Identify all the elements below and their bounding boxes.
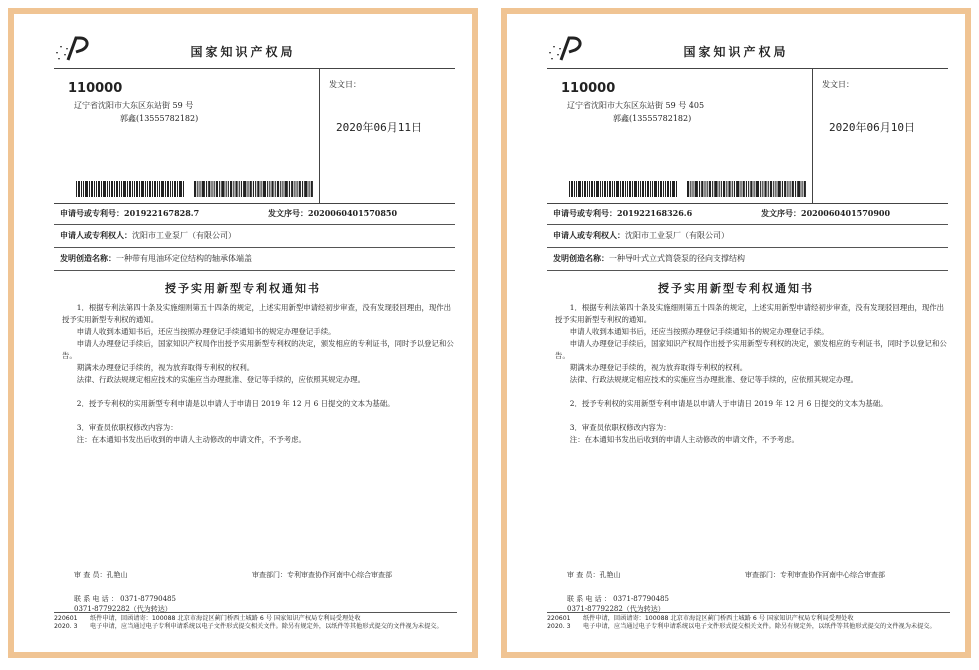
notice-body [62,302,454,446]
applicant-label: 申请人或专利权人： [60,231,132,240]
application-number-row [547,202,948,225]
postcode: 110000 [68,81,123,96]
patent-notice-right [501,8,971,658]
paragraph-3b: 注：在本通知书发出后收到的申请人主动修改的申请文件，不予考虑。 [569,435,799,444]
paragraph-2: 2．授予专利权的实用新型专利申请是以申请人于申请日 2019 年 12 月 6 日提交的文本为基础。 [569,399,888,408]
applicant-label: 申请人或专利权人： [553,231,625,240]
note-electronic: 电子申请，应当通过电子专利申请系统以电子文件形式提交相关文件。除另有规定外，以纸件等其他形式提交的文件视为未提交。 [583,623,936,630]
paragraph-1b: 申请人收到本通知书后，还应当按照办理登记手续通知书的规定办理登记手续。 [76,327,336,336]
paragraph-1b: 申请人收到本通知书后，还应当按照办理登记手续通知书的规定办理登记手续。 [569,327,829,336]
paragraph-1: 1．根据专利法第四十条及实施细则第五十四条的规定，上述实用新型申请经初步审查，没有发现驳回理由，现作出授予实用新型专利权的通知。 [555,303,945,324]
paragraph-1c: 申请人办理登记手续后，国家知识产权局作出授予实用新型专利权的决定，颁发相应的专利证书，同时予以登记和公告。 [555,339,947,360]
serial-number: 2020060401570900 [801,208,891,218]
senddate: 2020年06月10日 [829,121,915,134]
paragraph-3: 3．审查员依职权修改内容为： [76,423,178,432]
footnote [547,612,950,631]
app-label: 申请号或专利号： [553,209,617,218]
serial-label: 发文序号： [268,209,308,218]
app-label: 申请号或专利号： [60,209,124,218]
note-paper: 纸件申请，回函请寄：100088 北京市海淀区蓟门桥西土城路 6 号 国家知识产权局专利局受理处收 [583,615,854,622]
applicant: 沈阳市工业泵厂（有限公司） [132,231,236,240]
paragraph-1e: 法律、行政法规规定相应技术的实施应当办理批准、登记等手续的，应依照其规定办理。 [569,375,859,384]
barcode-icon [76,181,186,197]
applicant-row [547,225,948,248]
applicant-row [54,225,455,248]
form-code: 220601 [54,615,78,622]
invention-label: 发明创造名称： [60,254,116,263]
app-number: 201922168326.6 [617,208,693,218]
department: 审查部门：专利审查协作河南中心综合审查部 [745,571,885,579]
invention-name: 一种带有甩油环定位结构的轴承体端盖 [116,254,252,263]
serial-number: 2020060401570850 [308,208,398,218]
senddate-label: 发文日： [822,80,854,89]
paragraph-1e: 法律、行政法规规定相应技术的实施应当办理批准、登记等手续的，应依照其规定办理。 [76,375,366,384]
note-paper: 纸件申请，回函请寄：100088 北京市海淀区蓟门桥西土城路 6 号 国家知识产权局专利局受理处收 [90,615,361,622]
note-electronic: 电子申请，应当通过电子专利申请系统以电子文件形式提交相关文件。除另有规定外，以纸件等其他形式提交的文件视为未提交。 [90,623,443,630]
paragraph-3b: 注：在本通知书发出后收到的申请人主动修改的申请文件，不予考虑。 [76,435,306,444]
app-number: 201922167828.7 [124,208,200,218]
senddate: 2020年06月11日 [336,121,422,134]
invention-row [547,248,948,271]
header-divider [812,69,813,203]
recipient: 郭鑫(13555782182) [120,114,199,123]
invention-row [54,248,455,271]
paragraph-2: 2．授予专利权的实用新型专利申请是以申请人于申请日 2019 年 12 月 6 日提交的文本为基础。 [76,399,395,408]
phone-secondary: 0371-87792282（代为转达） [567,605,665,613]
barcode-icon [569,181,679,197]
paragraph-3: 3．审查员依职权修改内容为： [569,423,671,432]
notice-body [555,302,947,446]
paragraph-1d: 期满未办理登记手续的，视为放弃取得专利权的权利。 [569,363,748,372]
notice-title: 授予实用新型专利权通知书 [165,282,321,295]
office-name: 国家知识产权局 [190,45,296,59]
notice-title: 授予实用新型专利权通知书 [658,282,814,295]
applicant: 沈阳市工业泵厂（有限公司） [625,231,729,240]
senddate-label: 发文日： [329,80,361,89]
barcode-icon [687,181,807,197]
paragraph-1c: 申请人办理登记手续后，国家知识产权局作出授予实用新型专利权的决定，颁发相应的专利证书，同时予以登记和公告。 [62,339,454,360]
address: 辽宁省沈阳市大东区东站街 59 号 405 [567,101,705,110]
examiner: 审 查 员：孔艳山 [74,571,128,579]
invention-label: 发明创造名称： [553,254,609,263]
application-number-row [54,202,455,225]
phone: 联 系 电 话 ： 0371-87790485 [567,595,669,603]
invention-name: 一种导叶式立式筒袋泵的径向支撑结构 [609,254,745,263]
header-box [547,68,948,204]
address: 辽宁省沈阳市大东区东站街 59 号 [74,101,194,110]
barcode-icon [194,181,314,197]
recipient: 郭鑫(13555782182) [613,114,692,123]
examiner: 审 查 员：孔艳山 [567,571,621,579]
department: 审查部门：专利审查协作河南中心综合审查部 [252,571,392,579]
header-box [54,68,455,204]
form-date: 2020. 3 [54,623,78,630]
footnote [54,612,457,631]
serial-label: 发文序号： [761,209,801,218]
form-code: 220601 [547,615,571,622]
phone: 联 系 电 话 ： 0371-87790485 [74,595,176,603]
form-date: 2020. 3 [547,623,571,630]
header-divider [319,69,320,203]
paragraph-1: 1．根据专利法第四十条及实施细则第五十四条的规定，上述实用新型申请经初步审查，没有发现驳回理由，现作出授予实用新型专利权的通知。 [62,303,452,324]
patent-notice-left [8,8,478,658]
postcode: 110000 [561,81,616,96]
office-name: 国家知识产权局 [683,45,789,59]
paragraph-1d: 期满未办理登记手续的，视为放弃取得专利权的权利。 [76,363,255,372]
phone-secondary: 0371-87792282（代为转达） [74,605,172,613]
